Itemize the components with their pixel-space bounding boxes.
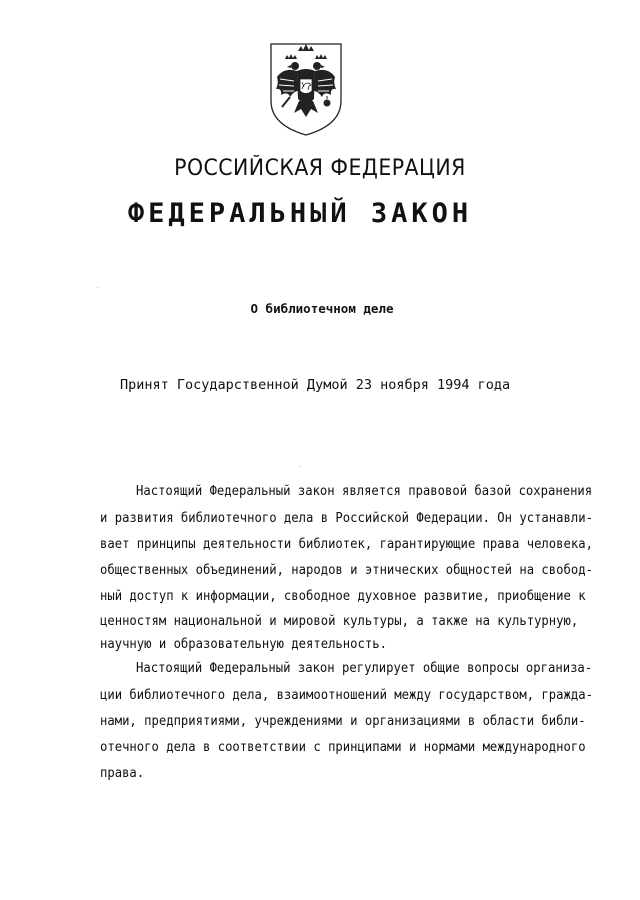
- scan-speck: [97, 287, 98, 288]
- russian-coat-of-arms-icon: [268, 41, 344, 137]
- paragraph-1-line: общественных объединений, народов и этнических общностей на свобод-: [100, 563, 593, 578]
- paragraph-2-line: отечного дела в соответствии с принципами и нормами международного: [100, 740, 586, 755]
- scan-speck: [300, 466, 301, 467]
- law-title: О библиотечном деле: [250, 301, 394, 316]
- paragraph-1-line: Настоящий Федеральный закон является правовой базой сохранения: [136, 484, 593, 499]
- paragraph-1-line: ценностям национальной и мировой культуры, а также на культурную,: [100, 614, 579, 629]
- adoption-line: Принят Государственной Думой 23 ноября 1994 года: [120, 377, 511, 393]
- country-heading: РОССИЙСКАЯ ФЕДЕРАЦИЯ: [174, 156, 466, 181]
- document-type-heading: ФЕДЕРАЛЬНЫЙ ЗАКОН: [127, 198, 473, 229]
- paragraph-1-line: научную и образовательную деятельность.: [100, 637, 387, 652]
- paragraph-1-line: и развития библиотечного дела в Российской Федерации. Он устанавли-: [100, 511, 593, 526]
- paragraph-2-line: нами, предприятиями, учреждениями и организациями в области библи-: [100, 714, 586, 729]
- paragraph-1-line: ный доступ к информации, свободное духовное развитие, приобщение к: [100, 589, 586, 604]
- paragraph-2-line: Настоящий Федеральный закон регулирует общие вопросы организа-: [136, 661, 593, 676]
- paragraph-2-line: права.: [100, 766, 145, 781]
- paragraph-1-line: вает принципы деятельности библиотек, гарантирующие права человека,: [100, 537, 593, 552]
- paragraph-2-line: ции библиотечного дела, взаимоотношений между государством, гражда-: [100, 688, 593, 703]
